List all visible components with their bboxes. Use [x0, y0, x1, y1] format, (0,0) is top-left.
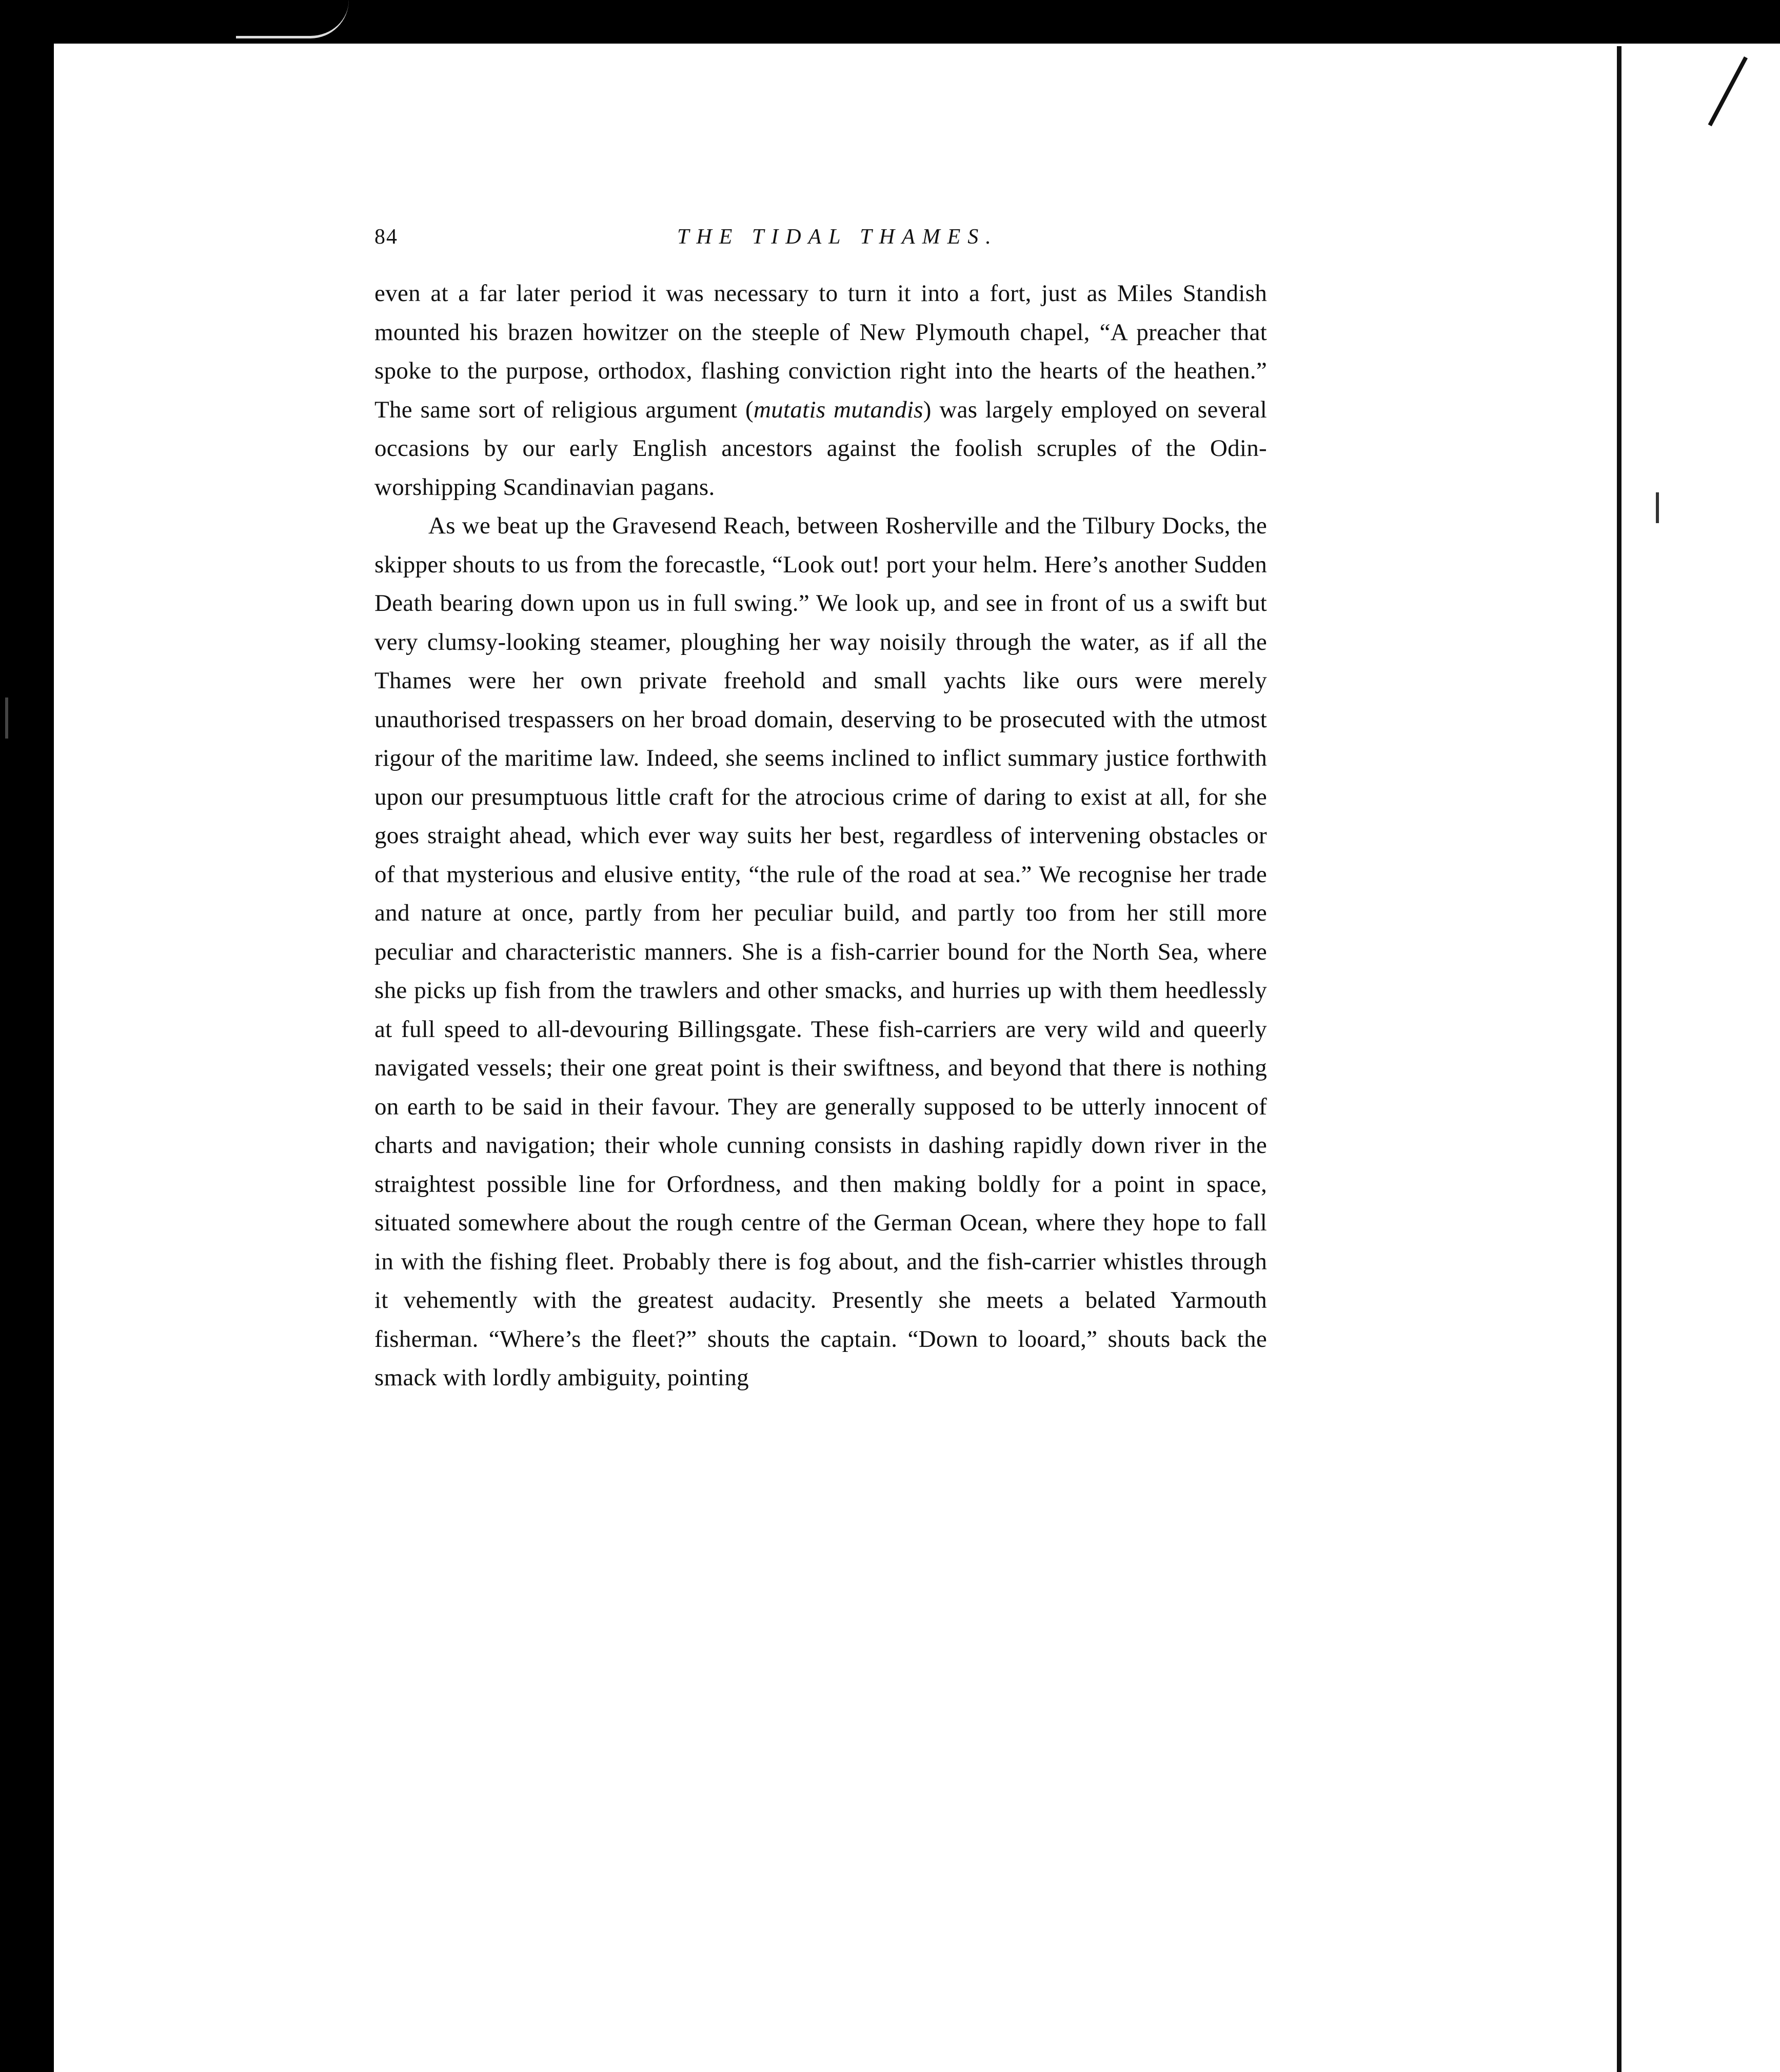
body-text [374, 274, 1267, 1398]
page-number: 84 [374, 225, 398, 249]
running-title: THE TIDAL THAMES. [677, 225, 998, 249]
scan-edge-mark [1656, 492, 1659, 523]
page-gutter [1617, 46, 1621, 2072]
running-header [374, 225, 1282, 261]
paragraph: As we beat up the Gravesend Reach, between Rosherville and the Tilbury Docks, the skipper shouts to us from the forecastle, “Look out! port your helm. Here’s another Sudden Death bearing down upon us in full swing.” We look up, and see in front of us a swift but very clumsy-looking steamer, ploughing her way noisily through the water, as if all the Thames were her own private freehold and small yachts like ours were merely unauthorised trespassers on her broad domain, deserving to be prosecuted with the utmost rigour of the maritime law. Indeed, she seems inclined to inflict summary justice forthwith upon our presumptuous little craft for the atrocious crime of daring to exist at all, for she goes straight ahead, which ever way suits her best, regardless of intervening obstacles or of that mysterious and elusive entity, “the rule of the road at sea.” We recognise her trade and nature at once, partly from her peculiar build, and partly too from her still more peculiar and characteristic manners. She is a fish-carrier bound for the North Sea, where she picks up fish from the trawlers and other smacks, and hurries up with them heedlessly at full speed to all-devouring Billingsgate. These fish-carriers are very wild and queerly navigated vessels; their one great point is their swiftness, and beyond that there is nothing on earth to be said in their favour. They are generally supposed to be utterly innocent of charts and navigation; their whole cunning consists in dashing rapidly down river in the straightest possible line for Orfordness, and then making boldly for a point in space, situated somewhere about the rough centre of the German Ocean, where they hope to fall in with the fishing fleet. Probably there is fog about, and the fish-carrier whistles through it vehemently with the greatest audacity. Presently she meets a belated Yarmouth fisherman. “Where’s the fleet?” shouts the captain. “Down to looard,” shouts back the smack with lordly ambiguity, pointing [374, 512, 1267, 1391]
latin-phrase: mutatis mutandis [753, 396, 923, 423]
facing-page-edge [1625, 44, 1780, 2072]
scan-edge-mark [236, 0, 349, 38]
paragraph-text: ) was largely employed on several occasions by our early English ancestors against the foolish scruples of the Odin-worshipping Scandinavian pagans. [374, 396, 1267, 501]
paragraph [374, 274, 1267, 507]
paragraph-text: even at a far later period it was necessary to turn it into a fort, just as Miles Standish mounted his brazen howitzer on the steeple of New Plymouth chapel, “A preacher that spoke to the purpose, orthodox, flashing conviction right into the hearts of the heathen.” The same sort of religious argument ( [374, 280, 1267, 423]
scan-edge-mark [5, 698, 8, 739]
